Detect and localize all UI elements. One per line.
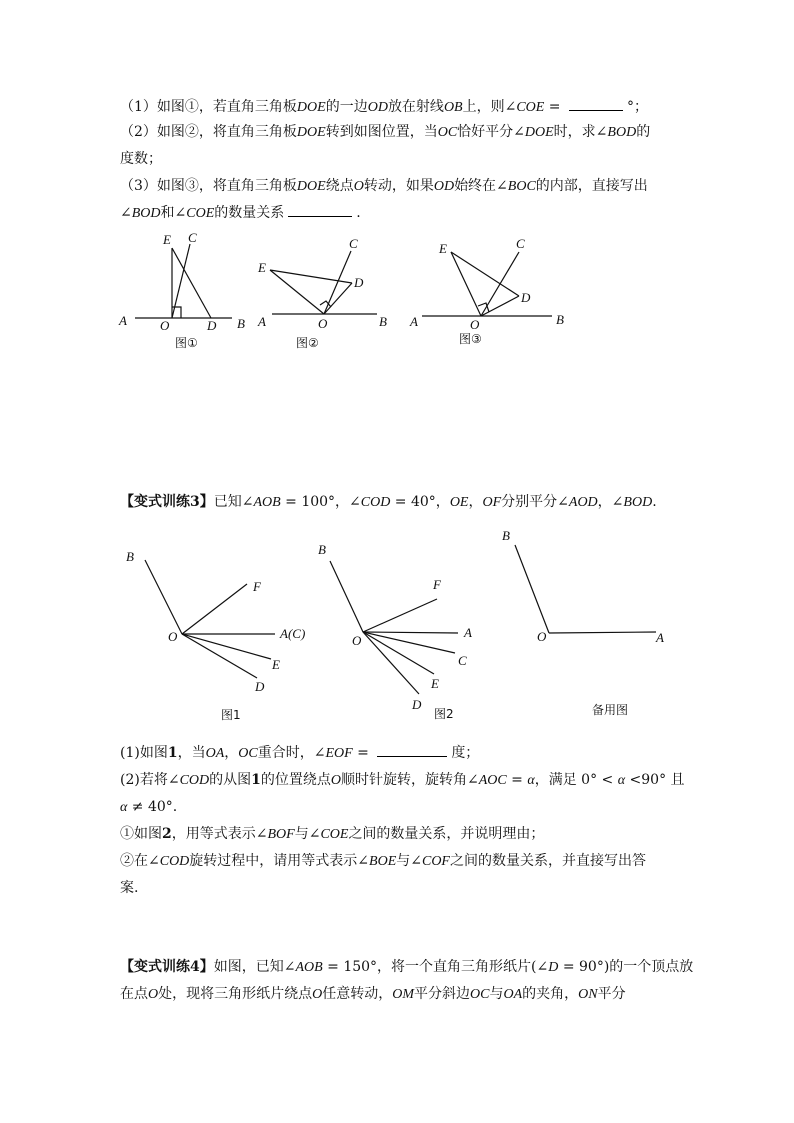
question-1: （1）如图①，若直角三角板DOE的一边OD放在射线OB上，则∠COE = °；	[120, 96, 648, 119]
variant-4-line-1: 【变式训练4】如图，已知∠AOB = 150°，将一个直角三角形纸片(∠D = 90°)的一个顶点放	[120, 959, 694, 975]
v3-figure-2	[318, 542, 472, 721]
v3-figure-2-caption: 图2	[434, 707, 454, 721]
variant-3-q2-1: ①如图2，用等式表示∠BOF与∠COE之间的数量关系，并说明理由；	[120, 826, 545, 842]
point-label-a: A	[119, 313, 127, 328]
point-label-o: O	[318, 316, 328, 331]
point-label-c: C	[458, 653, 467, 668]
point-label-d: D	[412, 697, 422, 712]
point-label-b: B	[318, 542, 326, 557]
variant-4-line-2: 在点O处，现将三角形纸片绕点O任意转动，OM平分斜边OC与OA的夹角，ON平分	[120, 986, 626, 1002]
point-label-o: O	[470, 317, 480, 332]
point-label-e: E	[272, 657, 280, 672]
point-label-c: C	[188, 230, 197, 245]
point-label-a-c: A(C)	[280, 626, 306, 641]
point-label-b: B	[237, 316, 245, 331]
figure-3-caption: 图③	[459, 332, 482, 346]
question-2: （2）如图②，将直角三角板DOE转到如图位置，当OC恰好平分∠DOE时，求∠BOD的	[120, 124, 651, 140]
point-label-b: B	[502, 528, 510, 543]
point-label-a: A	[410, 314, 418, 329]
answer-blank[interactable]	[377, 742, 447, 757]
v3-figure-1-caption: 图1	[221, 708, 241, 722]
question-3-cont: ∠BOD和∠COE的数量关系 .	[120, 202, 361, 225]
question-2-cont: 度数；	[120, 151, 162, 167]
question-3: （3）如图③，将直角三角板DOE绕点O转动，如果OD始终在∠BOC的内部，直接写出	[120, 178, 648, 194]
point-label-e: E	[163, 232, 171, 247]
point-label-b: B	[126, 549, 134, 564]
point-label-f: F	[253, 579, 261, 594]
point-label-d: D	[255, 679, 265, 694]
v3-figure-spare-caption: 备用图	[592, 703, 629, 717]
figure-2-caption: 图②	[296, 336, 319, 350]
figure-1-caption: 图①	[175, 336, 198, 350]
variant-3-statement: 【变式训练3】已知∠AOB = 100°，∠COD = 40°，OE，OF分别平分∠AOD，∠BOD.	[120, 494, 657, 510]
variant-3-tag: 【变式训练3】	[120, 494, 214, 510]
point-label-b: B	[556, 312, 564, 327]
point-label-o: O	[168, 629, 178, 644]
variant-3-q2-2-cont: 案.	[120, 880, 139, 896]
point-label-f: F	[433, 577, 441, 592]
v3-figure-spare	[502, 528, 664, 717]
point-label-c: C	[516, 236, 525, 251]
variant-4-tag: 【变式训练4】	[120, 959, 214, 975]
point-label-c: C	[349, 236, 358, 251]
point-label-e: E	[439, 241, 447, 256]
point-label-e: E	[431, 676, 439, 691]
variant-3-q2-cont: α ≠ 40°.	[120, 799, 178, 815]
point-label-d: D	[354, 275, 364, 290]
point-label-a: A	[258, 314, 266, 329]
point-label-d: D	[521, 290, 531, 305]
point-label-o: O	[160, 318, 170, 333]
point-label-d: D	[207, 318, 217, 333]
v3-figure-1	[126, 549, 305, 722]
point-label-o: O	[537, 629, 547, 644]
point-label-b: B	[379, 314, 387, 329]
variant-3-q2-2: ②在∠COD旋转过程中，请用等式表示∠BOE与∠COF之间的数量关系，并直接写出答	[120, 853, 646, 869]
point-label-a: A	[656, 630, 664, 645]
point-label-o: O	[352, 633, 362, 648]
variant-3-q1: (1)如图1，当OA，OC重合时，∠EOF = 度；	[120, 742, 479, 765]
point-label-a: A	[464, 625, 472, 640]
variant-3-q2: (2)若将∠COD的从图1的位置绕点O顺时针旋转，旋转角∠AOC = α，满足 0° < α <90° 且	[120, 772, 685, 788]
point-label-e: E	[258, 260, 266, 275]
